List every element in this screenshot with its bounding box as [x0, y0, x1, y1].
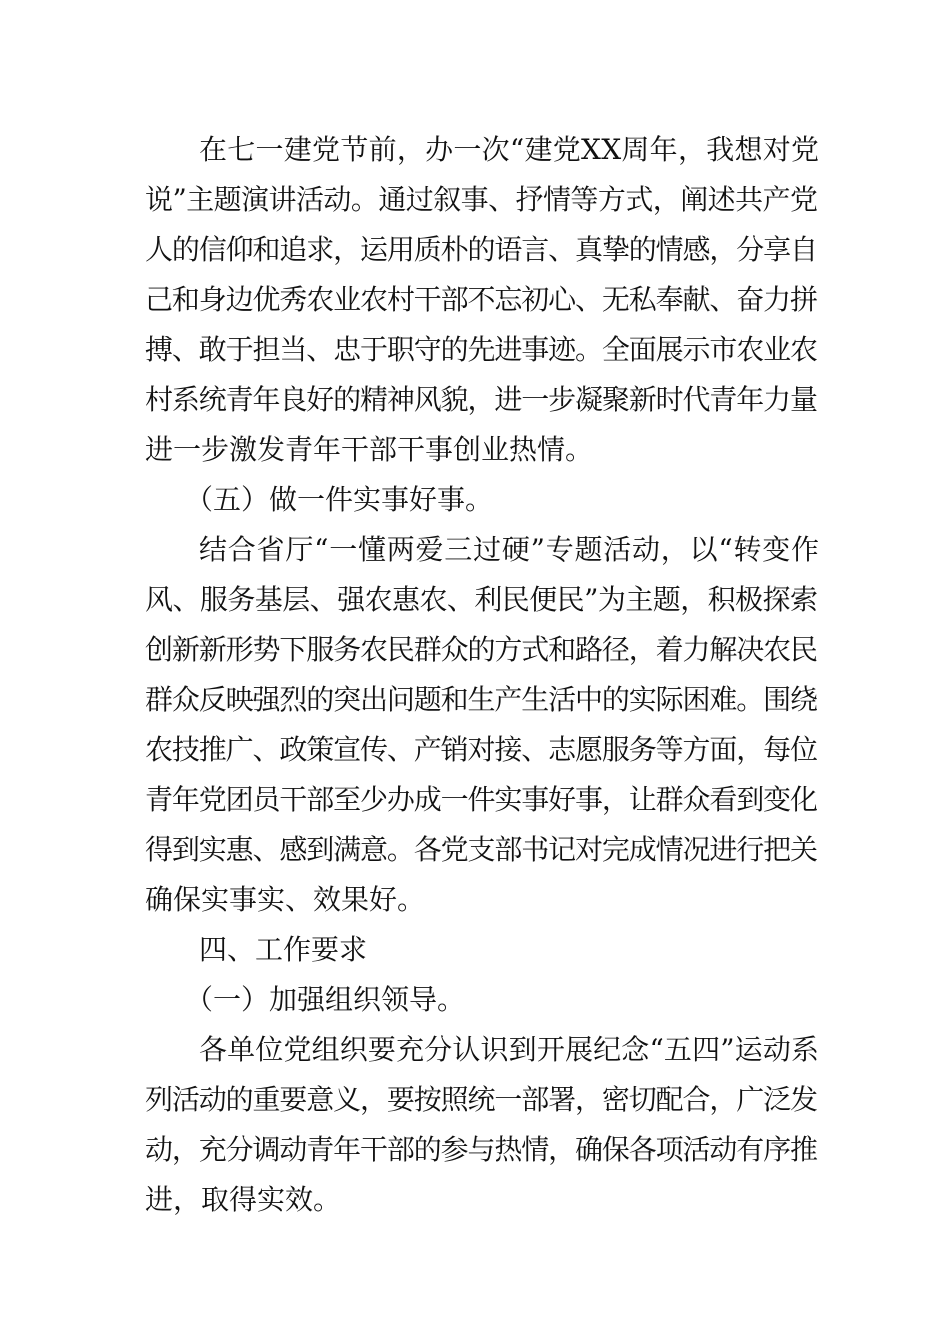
section-heading: （一）加强组织领导。	[185, 983, 466, 1016]
text-line: 村系统青年良好的精神风貌，进一步凝聚新时代青年力量	[145, 383, 817, 416]
text-line: 进一步激发青年干部干事创业热情。	[145, 433, 594, 466]
text-line: 确保实事实、效果好。	[145, 883, 426, 916]
section-heading: （五）做一件实事好事。	[185, 483, 494, 516]
text-line: 动，充分调动青年干部的参与热情，确保各项活动有序推	[145, 1133, 817, 1166]
text-line: 在七一建党节前，办一次“建党XX周年，我想对党	[199, 133, 820, 166]
text-line: 风、服务基层、强农惠农、利民便民”为主题，积极探索	[145, 583, 818, 616]
text-line: 得到实惠、感到满意。各党支部书记对完成情况进行把关	[145, 833, 817, 866]
text-line: 群众反映强烈的突出问题和生产生活中的实际困难。围绕	[145, 683, 817, 716]
text-line: 进，取得实效。	[145, 1183, 342, 1216]
text-line: 结合省厅“一懂两爱三过硬”专题活动，以“转变作	[199, 533, 820, 566]
text-line: 列活动的重要意义，要按照统一部署，密切配合，广泛发	[145, 1083, 817, 1116]
text-line: 创新新形势下服务农民群众的方式和路径，着力解决农民	[145, 633, 817, 666]
text-line: 农技推广、政策宣传、产销对接、志愿服务等方面，每位	[145, 733, 817, 766]
text-line: 己和身边优秀农业农村干部不忘初心、无私奉献、奋力拼	[145, 283, 817, 316]
text-line: 搏、敢于担当、忠于职守的先进事迹。全面展示市农业农	[145, 333, 817, 366]
text-line: 说”主题演讲活动。通过叙事、抒情等方式，阐述共产党	[145, 183, 818, 216]
section-heading: 四、工作要求	[199, 933, 368, 966]
text-line: 人的信仰和追求，运用质朴的语言、真挚的情感，分享自	[145, 233, 817, 266]
text-line: 各单位党组织要充分认识到开展纪念“五四”运动系	[199, 1033, 820, 1066]
text-line: 青年党团员干部至少办成一件实事好事，让群众看到变化	[145, 783, 817, 816]
